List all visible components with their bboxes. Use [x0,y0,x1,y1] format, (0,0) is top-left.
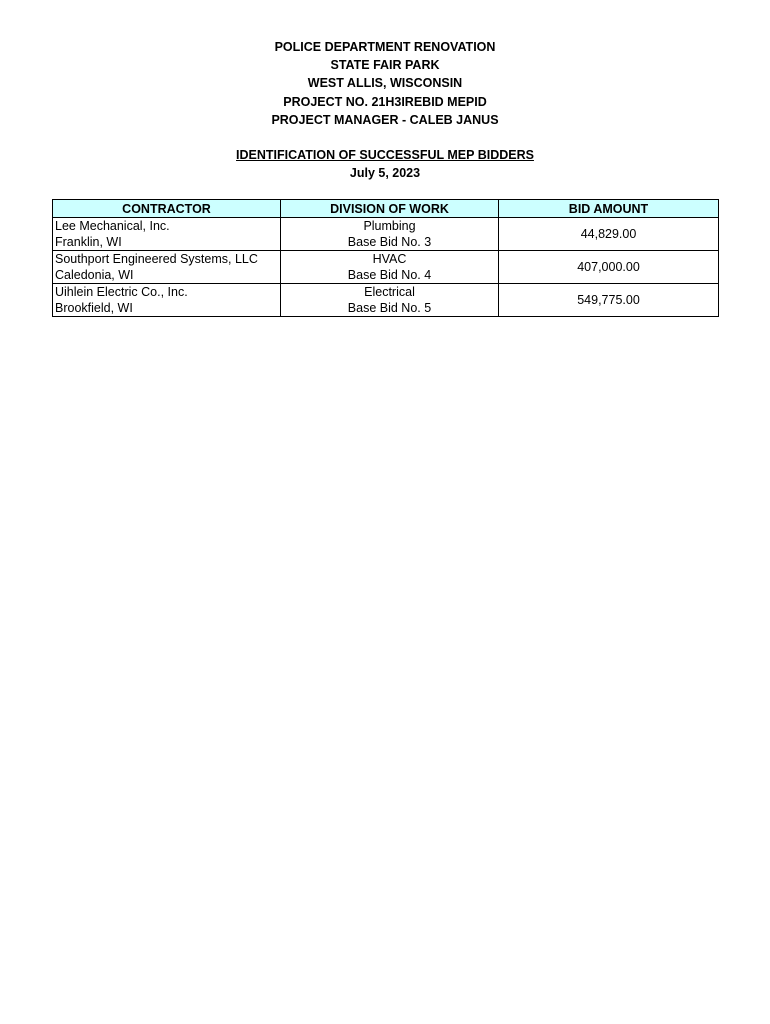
bid-amount: 549,775.00 [499,284,719,317]
table-header-row [53,200,719,218]
subtitle-heading: IDENTIFICATION OF SUCCESSFUL MEP BIDDERS [236,148,534,162]
bidders-table [52,199,719,317]
column-header-amount: BID AMOUNT [499,200,719,218]
bid-amount: 44,829.00 [499,218,719,251]
contractor-cell [53,284,281,317]
document-subtitle [0,146,770,182]
bid-number: Base Bid No. 4 [347,268,432,282]
subtitle-date: July 5, 2023 [349,166,421,181]
contractor-city: Franklin, WI [55,235,122,249]
table-row [53,218,719,251]
division-cell [281,284,499,317]
bid-amount: 407,000.00 [499,251,719,284]
contractor-cell [53,218,281,251]
header-line-project-name: POLICE DEPARTMENT RENOVATION [274,40,496,54]
contractor-name: Uihlein Electric Co., Inc. [55,285,188,299]
header-line-project-number: PROJECT NO. 21H3IREBID MEPID [283,94,487,109]
contractor-city: Caledonia, WI [55,268,134,282]
contractor-city: Brookfield, WI [55,301,133,315]
header-line-project-manager: PROJECT MANAGER - CALEB JANUS [271,112,499,127]
table-row [53,251,719,284]
division-name: HVAC [372,252,407,266]
division-name: Plumbing [363,219,416,233]
division-cell [281,218,499,251]
contractor-cell [53,251,281,284]
header-line-location: STATE FAIR PARK [330,58,440,73]
document-header [0,38,770,129]
table-row [53,284,719,317]
header-line-city: WEST ALLIS, WISCONSIN [307,76,463,91]
division-name: Electrical [364,285,415,299]
bid-number: Base Bid No. 5 [347,301,432,315]
contractor-name: Lee Mechanical, Inc. [55,219,170,233]
division-cell [281,251,499,284]
column-header-division: DIVISION OF WORK [281,200,499,218]
bid-number: Base Bid No. 3 [347,235,432,249]
contractor-name: Southport Engineered Systems, LLC [55,252,258,266]
column-header-contractor: CONTRACTOR [53,200,281,218]
